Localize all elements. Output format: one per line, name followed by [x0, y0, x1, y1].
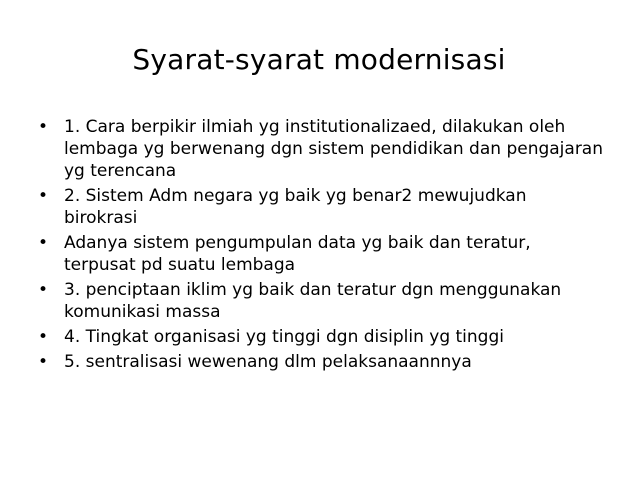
bullet-item — [38, 116, 604, 182]
bullet-text: 2. Sistem Adm negara yg baik yg benar2 mewujudkan birokrasi — [64, 186, 527, 228]
bullet-icon: • — [38, 186, 49, 206]
bullet-item — [38, 232, 604, 276]
bullet-item — [38, 326, 604, 348]
bullet-item — [38, 279, 604, 323]
slide-title: Syarat-syarat modernisasi — [132, 43, 506, 76]
bullet-item — [38, 351, 604, 373]
bullet-icon: • — [38, 352, 49, 372]
bullet-text: Adanya sistem pengumpulan data yg baik dan teratur, terpusat pd suatu lembaga — [64, 233, 531, 275]
bullet-icon: • — [38, 117, 49, 137]
bullet-text: 4. Tingkat organisasi yg tinggi dgn disiplin yg tinggi — [64, 327, 504, 347]
bullet-text: 5. sentralisasi wewenang dlm pelaksanaannnya — [64, 352, 472, 372]
bullet-text: 1. Cara berpikir ilmiah yg institutionalizaed, dilakukan oleh lembaga yg berwenang dgn sistem pendidikan dan pengajaran yg terencana — [64, 117, 604, 181]
bullet-text: 3. penciptaan iklim yg baik dan teratur dgn menggunakan komunikasi massa — [64, 280, 562, 322]
bullet-item — [38, 185, 604, 229]
bullet-list — [38, 116, 604, 376]
bullet-icon: • — [38, 233, 49, 253]
bullet-icon: • — [38, 327, 49, 347]
bullet-icon: • — [38, 280, 49, 300]
